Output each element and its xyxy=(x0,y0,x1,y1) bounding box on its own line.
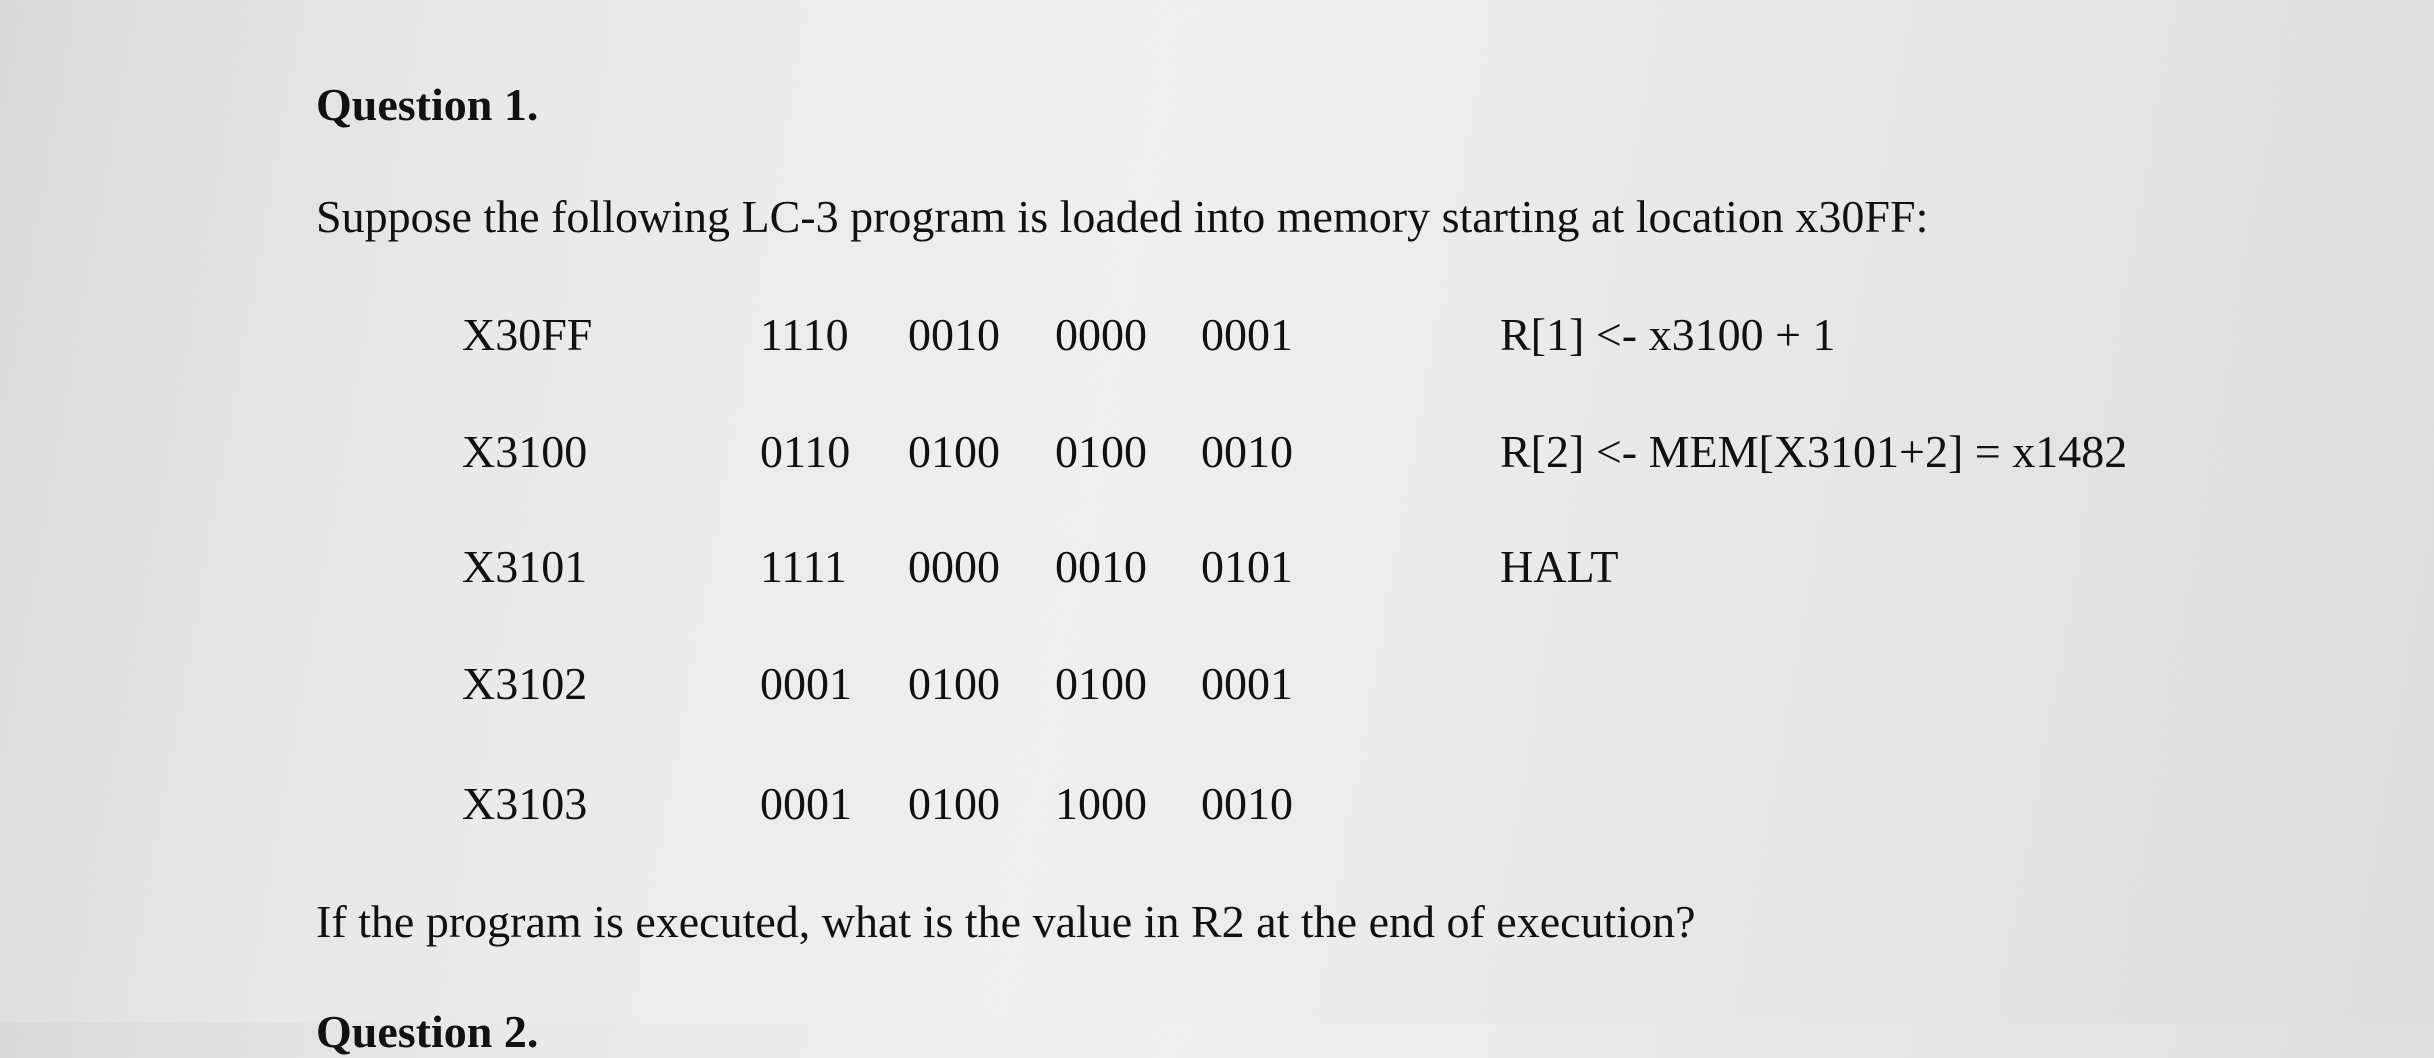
instruction-bits: 1110 xyxy=(760,309,849,360)
instruction-bits: 0001 xyxy=(1201,309,1293,360)
instruction-bits: 0001 xyxy=(1201,658,1293,709)
instruction-bits: 0100 xyxy=(1055,426,1147,477)
question-intro: Suppose the following LC-3 program is loaded into memory starting at location x30FF: xyxy=(316,191,1929,242)
memory-address: X30FF xyxy=(462,309,593,360)
memory-address: X3100 xyxy=(462,426,588,477)
instruction-bits: 0110 xyxy=(760,426,851,477)
instruction-comment: HALT xyxy=(1500,541,1619,592)
instruction-bits: 0000 xyxy=(908,541,1000,592)
memory-address: X3102 xyxy=(462,658,588,709)
instruction-bits: 0100 xyxy=(908,778,1000,829)
instruction-bits: 0001 xyxy=(760,658,852,709)
question-title: Question 1. xyxy=(316,79,539,130)
next-question-title: Question 2. xyxy=(316,1006,539,1057)
instruction-comment: R[1] <- x3100 + 1 xyxy=(1500,309,1836,360)
memory-address: X3101 xyxy=(462,541,588,592)
instruction-bits: 0010 xyxy=(1055,541,1147,592)
instruction-bits: 1111 xyxy=(760,541,847,592)
instruction-bits: 0010 xyxy=(1201,426,1293,477)
memory-address: X3103 xyxy=(462,778,588,829)
instruction-bits: 0100 xyxy=(1055,658,1147,709)
instruction-bits: 0101 xyxy=(1201,541,1293,592)
instruction-comment: R[2] <- MEM[X3101+2] = x1482 xyxy=(1500,426,2128,477)
instruction-bits: 0001 xyxy=(760,778,852,829)
instruction-bits: 0100 xyxy=(908,658,1000,709)
instruction-bits: 1000 xyxy=(1055,778,1147,829)
instruction-bits: 0010 xyxy=(908,309,1000,360)
instruction-bits: 0100 xyxy=(908,426,1000,477)
instruction-bits: 0010 xyxy=(1201,778,1293,829)
instruction-bits: 0000 xyxy=(1055,309,1147,360)
question-text: If the program is executed, what is the value in R2 at the end of execution? xyxy=(316,896,1696,947)
